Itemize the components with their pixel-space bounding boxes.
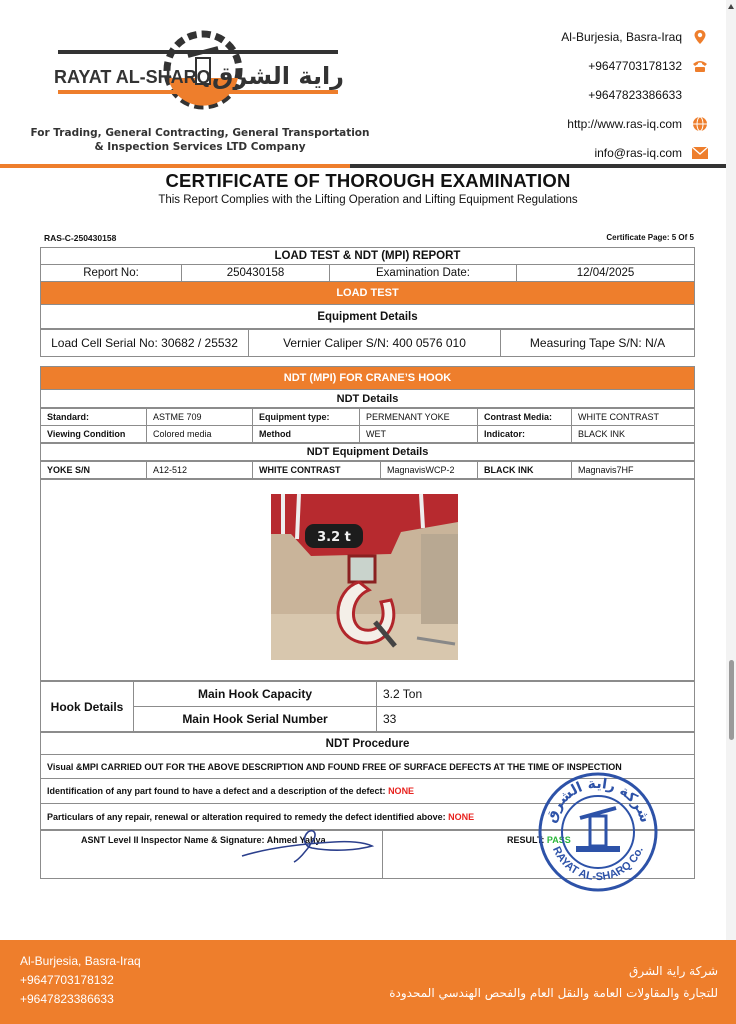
company-logo	[48, 28, 348, 116]
letterhead	[0, 0, 726, 168]
standard-value: ASTME 709	[147, 409, 253, 426]
company-stamp	[536, 770, 660, 894]
hook-capacity-label: Main Hook Capacity	[134, 682, 377, 707]
contrast-media-value: WHITE CONTRAST	[572, 409, 695, 426]
report-no-label: Report No:	[41, 265, 182, 282]
stamp-latin-text: RAYAT AL-SHARQ Co.	[550, 844, 646, 884]
contact-address: Al-Burjesia, Basra-Iraq	[488, 22, 708, 51]
scrollbar-thumb[interactable]	[729, 660, 734, 740]
result-value: PASS	[546, 835, 571, 845]
method-value: WET	[360, 426, 478, 443]
inspector-label: ASNT Level II Inspector Name & Signature: Ahmed Yahya	[81, 835, 326, 845]
certificate-page: Certificate Page: 5 Of 5	[606, 233, 694, 242]
equipment-details-heading: Equipment Details	[41, 305, 695, 329]
footer-company-arabic	[389, 960, 718, 1004]
phone-icon	[692, 58, 708, 74]
contact-phone-1: +9647703178132	[488, 51, 708, 80]
company-subtitle: For Trading, General Contracting, General Transportation & Inspection Services LTD Company	[30, 127, 370, 153]
footer-phone-1: +9647703178132	[20, 973, 114, 987]
stamp-arabic-text: شركة راية الشرق	[543, 775, 653, 825]
equipment-type-label: Equipment type:	[253, 409, 360, 426]
hook-serial-label: Main Hook Serial Number	[134, 707, 377, 732]
certificate-title: CERTIFICATE OF THOROUGH EXAMINATION	[165, 170, 571, 191]
contrast-media-label: Contrast Media:	[478, 409, 572, 426]
logo-arabic-text: راية الشرق	[211, 62, 344, 90]
footer-arabic-name: شركة راية الشرق	[629, 964, 718, 978]
envelope-icon	[692, 145, 708, 161]
report-heading: LOAD TEST & NDT (MPI) REPORT	[41, 248, 695, 265]
method-label: Method	[253, 426, 360, 443]
measuring-tape-serial: Measuring Tape S/N: N/A	[501, 330, 695, 357]
map-pin-icon	[692, 29, 708, 45]
header-divider-orange	[0, 164, 350, 168]
repair-value: NONE	[448, 811, 475, 822]
report-no-value: 250430158	[182, 265, 330, 282]
ndt-procedure-heading: NDT Procedure	[41, 733, 695, 755]
white-contrast-label: WHITE CONTRAST	[253, 462, 381, 479]
load-test-heading: LOAD TEST	[41, 282, 695, 305]
scroll-up-arrow-icon[interactable]	[728, 4, 734, 9]
logo-latin-text: RAYAT AL-SHARQ	[54, 67, 211, 87]
ndt-equipment-heading: NDT Equipment Details	[41, 444, 695, 461]
photo-container	[41, 480, 694, 680]
crane-hook-photo	[271, 494, 458, 660]
contact-list	[488, 22, 708, 167]
hook-capacity-tag: 3.2 t	[317, 530, 351, 545]
yoke-value: A12-512	[147, 462, 253, 479]
procedure-statement: Visual &MPI CARRIED OUT FOR THE ABOVE DESCRIPTION AND FOUND FREE OF SURFACE DEFECTS AT THE TIME OF INSPECTION	[41, 755, 695, 779]
footer-phone-2: +9647823386633	[20, 992, 114, 1006]
hook-capacity-value: 3.2 Ton	[377, 682, 695, 707]
white-contrast-value: MagnavisWCP-2	[381, 462, 478, 479]
black-ink-label: BLACK INK	[478, 462, 572, 479]
viewing-condition-label: Viewing Condition	[41, 426, 147, 443]
repair-label: Particulars of any repair, renewal or alteration required to remedy the defect identified above:	[47, 811, 446, 822]
footer-bar	[0, 940, 736, 1024]
footer-address: Al-Burjesia, Basra-Iraq	[20, 954, 141, 968]
yoke-label: YOKE S/N	[41, 462, 147, 479]
equipment-type-value: PERMENANT YOKE	[360, 409, 478, 426]
defect-label: Identification of any part found to have a defect and a description of the defect:	[47, 786, 386, 796]
standard-label: Standard:	[41, 409, 147, 426]
viewing-condition-value: Colored media	[147, 426, 253, 443]
vernier-caliper-serial: Vernier Caliper S/N: 400 0576 010	[249, 330, 501, 357]
ndt-heading: NDT (MPI) FOR CRANE’S HOOK	[41, 367, 695, 390]
ndt-details-heading: NDT Details	[41, 390, 695, 408]
indicator-value: BLACK INK	[572, 426, 695, 443]
certificate-subtitle: This Report Complies with the Lifting Operation and Lifting Equipment Regulations	[158, 194, 578, 206]
inspector-signature	[238, 826, 378, 866]
result-label: RESULT:	[507, 835, 545, 845]
indicator-label: Indicator:	[478, 426, 572, 443]
scrollbar[interactable]	[726, 0, 736, 1024]
exam-date-label: Examination Date:	[330, 265, 517, 282]
hook-details-label: Hook Details	[41, 682, 134, 732]
contact-email[interactable]: info@ras-iq.com	[488, 138, 708, 167]
black-ink-value: Magnavis7HF	[572, 462, 695, 479]
contact-phone-2: +9647823386633	[588, 87, 682, 102]
hook-serial-value: 33	[377, 707, 695, 732]
footer-contacts	[20, 952, 141, 1009]
contact-website[interactable]: http://www.ras-iq.com	[488, 109, 708, 138]
globe-icon	[692, 116, 708, 132]
certificate-number: RAS-C-250430158	[44, 233, 117, 243]
exam-date-value: 12/04/2025	[517, 265, 695, 282]
report-section	[40, 247, 695, 357]
load-cell-serial: Load Cell Serial No: 30682 / 25532	[41, 330, 249, 357]
footer-arabic-description: للتجارة والمقاولات العامة والنقل العام والفحص الهندسي المحدودة	[389, 986, 718, 1000]
header-divider-dark	[350, 164, 726, 168]
defect-value: NONE	[388, 786, 415, 796]
